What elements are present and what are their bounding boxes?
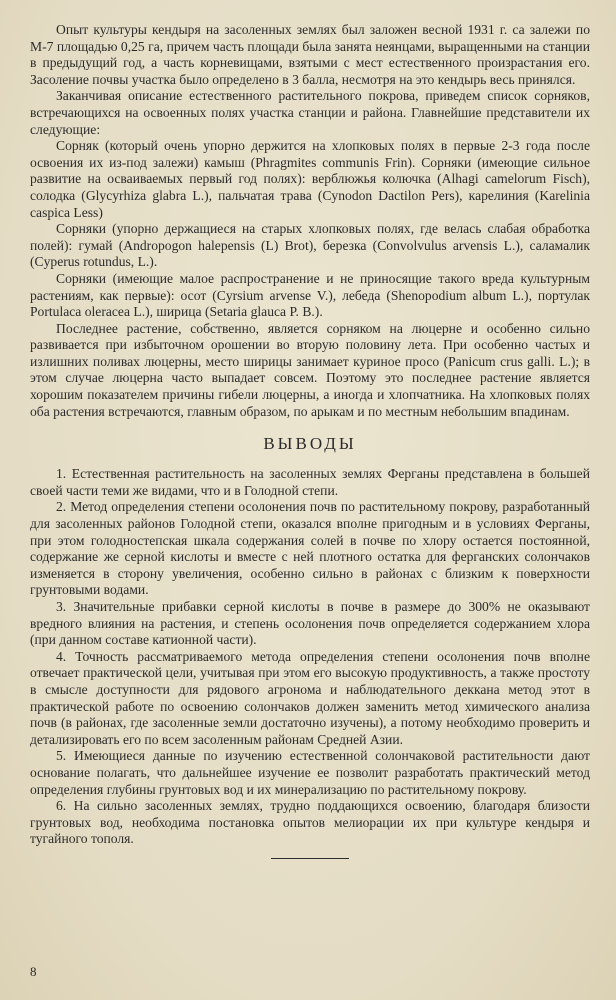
paragraph-last-plant: Последнее растение, собственно, является сорняком на люцерне и особенно сильно развивается при избыточном орошении во вторую половину лета. При особенно частых и излишних поливах люцерны, место ширицы занимает куриное просо (Panicum crus galli. L.); в этом случае люцерна часто выпадает совсем. Поэтому это последнее растение является хорошим показателем причины гибели люцерны, а иногда и хлопчатника. На хлопковых полях оба растения встречаются, главным образом, по арыкам и по местным небольшим впадинам. xyxy=(30,320,590,419)
intro-section xyxy=(30,22,590,420)
paragraph-weeds-intro: Заканчивая описание естественного растительного покрова, приведем список сорняков, встречающихся на освоенных полях участка станции и района. Главнейшие представители их следующие: xyxy=(30,88,590,137)
conclusion-item-1: 1. Естественная растительность на засоленных землях Ферганы представлена в большей своей части теми же видами, что и в Голодной степи. xyxy=(30,466,590,498)
conclusion-item-5: 5. Имеющиеся данные по изучению естественной солончаковой растительности дают основание полагать, что дальнейшее изучение ее позволит разработать практический метод определения глубины грунтовых вод и их минерализацию по растительному покрову. xyxy=(30,748,590,797)
conclusion-item-3: 3. Значительные прибавки серной кислоты в почве в размере до 300% не оказывают вредного влияния на растения, и степень осолонения почв определяется содержанием хлора (при данном составе катионной части). xyxy=(30,599,590,648)
conclusion-item-4: 4. Точность рассматриваемого метода определения степени осолонения почв вполне отвечает практической цели, учитывая при этом его высокую продуктивность, а также простоту в смысле доступности для рядового агронома и наблюдательного деккана метод этот в практической работе по освоению солончаков должен заменить метод химического анализа почв (в районах, где засоленные земли достаточно изучены), а потому необходимо проверить и детализировать его по всем засоленным районам Средней Азии. xyxy=(30,648,590,747)
paragraph-weeds-old-fields: Сорняки (упорно держащиеся на старых хлопковых полях, где велась слабая обработка полей): гумай (Andropogon halepensis (L) Brot), березка (Convolvulus arvensis L.), саламалик (Cyperus rotundus, L.). xyxy=(30,221,590,270)
conclusions-section xyxy=(30,466,590,848)
paragraph-kendyr-experiment: Опыт культуры кендыря на засоленных землях был заложен весной 1931 г. са залежи по М-7 площадью 0,25 га, причем часть площади была занята неянцами, выращенными на станции в предыдущий год, а часть корневищами, взятыми с мест естественного произрастания его. Засоление почвы участка было определено в 3 балла, несмотря на это кендырь весь принялся. xyxy=(30,22,590,87)
page-number: 8 xyxy=(30,964,37,979)
conclusion-item-2: 2. Метод определения степени осолонения почв по растительному покрову, разработанный для засоленных районов Голодной степи, оказался вполне пригодным и в условиях Ферганы, при этом голодностепская шкала содержания солей в почве по хлору остается постоянной, содержание же серной кислоты и вместе с ней плотного остатка для ферганских солончаков изменяется в сторону увеличения, особенно сильно в районах с близким к поверхности грунтовыми водами. xyxy=(30,499,590,598)
conclusion-item-6: 6. На сильно засоленных землях, трудно поддающихся освоению, благодаря близости грунтовых вод, необходима постановка опытов мелиорации их при культуре кендыря и тугайного тополя. xyxy=(30,798,590,847)
conclusions-heading: ВЫВОДЫ xyxy=(263,434,357,454)
paragraph-weeds-new-fields: Сорняк (который очень упорно держится на хлопковых полях в первые 2-3 года после освоения их из-под залежи) камыш (Phragmites communis Frin). Сорняки (имеющие сильное развитие на осваиваемых первый год полях): верблюжья колючка (Alhagi camelorum Fisch), солодка (Glycyrhiza glabra L.), пальчатая трава (Cynodon Dactilon Pers), карелиния (Karelinia caspica Less) xyxy=(30,138,590,220)
paragraph-weeds-minor: Сорняки (имеющие малое распространение и не приносящие такого вреда культурным растениям, как первые): осот (Cyrsium arvense V.), лебеда (Shenopodium album L.), портулак Portulaca oleracea L.), ширица (Setaria glauca P. B.). xyxy=(30,270,590,320)
closing-rule xyxy=(271,858,349,859)
